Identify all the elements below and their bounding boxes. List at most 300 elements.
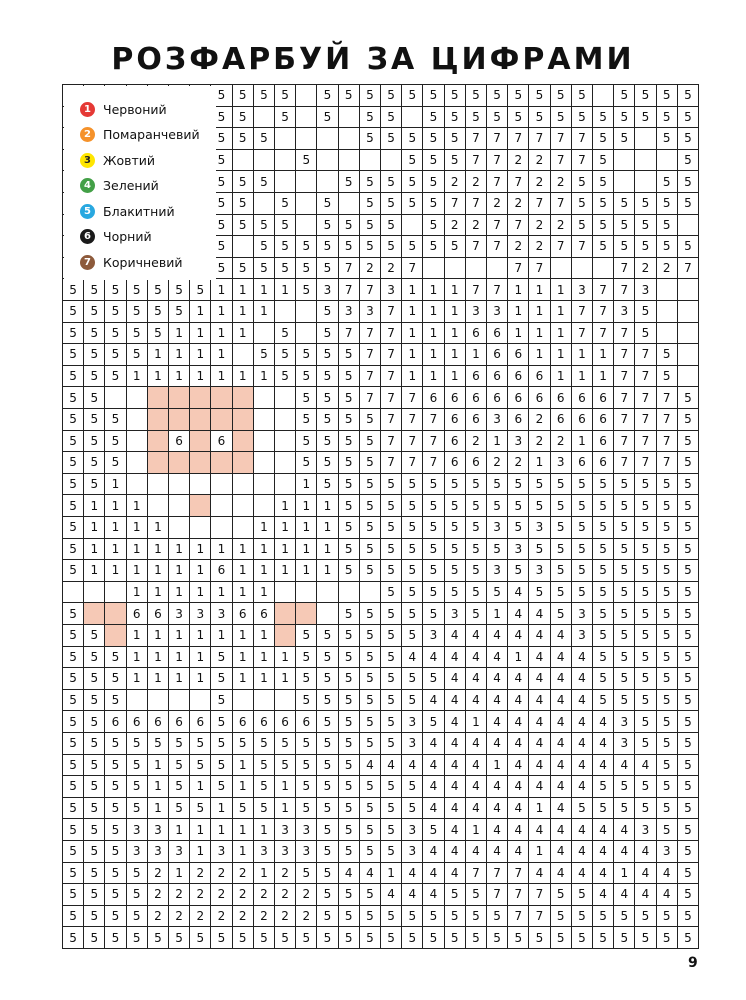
grid-cell[interactable] (127, 409, 148, 431)
grid-cell[interactable] (233, 517, 254, 539)
grid-cell[interactable]: 5 (487, 927, 508, 949)
grid-cell[interactable]: 1 (317, 560, 338, 582)
grid-cell[interactable]: 7 (381, 452, 402, 474)
grid-cell[interactable]: 1 (127, 582, 148, 604)
grid-cell[interactable]: 5 (551, 495, 572, 517)
grid-cell[interactable]: 5 (105, 755, 126, 777)
grid-cell[interactable]: 3 (572, 279, 593, 301)
grid-cell[interactable]: 6 (233, 711, 254, 733)
grid-cell[interactable] (190, 517, 211, 539)
grid-cell[interactable]: 5 (360, 603, 381, 625)
grid-cell[interactable]: 5 (84, 711, 105, 733)
grid-cell[interactable]: 7 (360, 344, 381, 366)
grid-cell[interactable]: 6 (423, 387, 444, 409)
grid-cell[interactable]: 4 (487, 733, 508, 755)
grid-cell[interactable]: 5 (105, 863, 126, 885)
grid-cell[interactable]: 5 (360, 776, 381, 798)
grid-cell[interactable]: 1 (190, 582, 211, 604)
grid-cell[interactable] (339, 582, 360, 604)
grid-cell[interactable]: 4 (487, 776, 508, 798)
grid-cell[interactable]: 5 (339, 474, 360, 496)
grid-cell[interactable]: 2 (233, 884, 254, 906)
grid-cell[interactable]: 7 (402, 409, 423, 431)
grid-cell[interactable]: 5 (381, 927, 402, 949)
grid-cell[interactable]: 7 (635, 344, 656, 366)
grid-cell[interactable]: 7 (572, 236, 593, 258)
grid-cell[interactable]: 5 (445, 150, 466, 172)
grid-cell[interactable]: 6 (466, 366, 487, 388)
grid-cell[interactable]: 5 (62, 474, 84, 496)
grid-cell[interactable]: 1 (105, 517, 126, 539)
grid-cell[interactable]: 5 (657, 171, 678, 193)
grid-cell[interactable]: 4 (445, 841, 466, 863)
grid-cell[interactable]: 5 (678, 150, 699, 172)
grid-cell[interactable]: 1 (148, 582, 169, 604)
grid-cell[interactable]: 5 (317, 863, 338, 885)
grid-cell[interactable]: 3 (487, 409, 508, 431)
grid-cell[interactable]: 5 (635, 906, 656, 928)
grid-cell[interactable]: 5 (551, 560, 572, 582)
grid-cell[interactable]: 5 (593, 150, 614, 172)
grid-cell[interactable]: 3 (529, 560, 550, 582)
grid-cell[interactable]: 5 (360, 733, 381, 755)
grid-cell[interactable]: 3 (508, 539, 529, 561)
grid-cell[interactable]: 5 (529, 84, 550, 107)
grid-cell[interactable] (254, 150, 275, 172)
grid-cell[interactable]: 1 (211, 323, 232, 345)
grid-cell[interactable]: 5 (339, 819, 360, 841)
grid-cell[interactable]: 3 (614, 711, 635, 733)
grid-cell[interactable]: 1 (423, 344, 444, 366)
grid-cell[interactable]: 4 (529, 776, 550, 798)
grid-cell[interactable]: 5 (402, 776, 423, 798)
grid-cell[interactable]: 5 (572, 517, 593, 539)
grid-cell[interactable]: 5 (381, 539, 402, 561)
grid-cell[interactable] (402, 215, 423, 237)
grid-cell[interactable]: 2 (508, 452, 529, 474)
grid-cell[interactable]: 5 (360, 431, 381, 453)
grid-cell[interactable] (275, 474, 296, 496)
grid-cell[interactable]: 3 (296, 819, 317, 841)
grid-cell[interactable] (105, 603, 126, 625)
grid-cell[interactable]: 4 (360, 755, 381, 777)
grid-cell[interactable]: 4 (551, 819, 572, 841)
grid-cell[interactable]: 5 (678, 884, 699, 906)
grid-cell[interactable]: 5 (614, 517, 635, 539)
grid-cell[interactable]: 4 (508, 841, 529, 863)
grid-cell[interactable]: 5 (296, 258, 317, 280)
grid-cell[interactable] (148, 452, 169, 474)
grid-cell[interactable] (678, 344, 699, 366)
grid-cell[interactable]: 5 (466, 884, 487, 906)
grid-cell[interactable]: 6 (211, 431, 232, 453)
grid-cell[interactable]: 7 (551, 236, 572, 258)
grid-cell[interactable]: 5 (275, 215, 296, 237)
grid-cell[interactable] (593, 84, 614, 107)
grid-cell[interactable]: 4 (423, 755, 444, 777)
grid-cell[interactable]: 5 (127, 755, 148, 777)
grid-cell[interactable]: 5 (275, 366, 296, 388)
grid-cell[interactable] (127, 474, 148, 496)
grid-cell[interactable]: 5 (551, 603, 572, 625)
grid-cell[interactable]: 5 (466, 84, 487, 107)
grid-cell[interactable]: 5 (529, 582, 550, 604)
grid-cell[interactable]: 5 (572, 927, 593, 949)
grid-cell[interactable]: 4 (635, 755, 656, 777)
grid-cell[interactable]: 5 (657, 366, 678, 388)
grid-cell[interactable] (169, 474, 190, 496)
grid-cell[interactable]: 7 (593, 301, 614, 323)
grid-cell[interactable]: 1 (529, 344, 550, 366)
grid-cell[interactable]: 4 (551, 647, 572, 669)
grid-cell[interactable]: 5 (105, 366, 126, 388)
grid-cell[interactable]: 5 (62, 387, 84, 409)
grid-cell[interactable]: 5 (445, 236, 466, 258)
grid-cell[interactable] (211, 452, 232, 474)
grid-cell[interactable]: 1 (190, 668, 211, 690)
grid-cell[interactable]: 4 (487, 625, 508, 647)
grid-cell[interactable] (169, 387, 190, 409)
grid-cell[interactable]: 1 (529, 798, 550, 820)
grid-cell[interactable]: 7 (508, 171, 529, 193)
grid-cell[interactable]: 4 (445, 711, 466, 733)
grid-cell[interactable]: 5 (360, 517, 381, 539)
grid-cell[interactable]: 5 (593, 107, 614, 129)
grid-cell[interactable]: 1 (529, 279, 550, 301)
grid-cell[interactable]: 5 (339, 236, 360, 258)
grid-cell[interactable] (678, 301, 699, 323)
grid-cell[interactable]: 4 (572, 819, 593, 841)
grid-cell[interactable]: 4 (487, 668, 508, 690)
grid-cell[interactable]: 7 (381, 366, 402, 388)
grid-cell[interactable]: 1 (275, 495, 296, 517)
grid-cell[interactable]: 5 (657, 668, 678, 690)
grid-cell[interactable]: 1 (233, 776, 254, 798)
grid-cell[interactable]: 1 (190, 560, 211, 582)
grid-cell[interactable]: 5 (657, 236, 678, 258)
grid-cell[interactable]: 3 (572, 603, 593, 625)
grid-cell[interactable]: 5 (317, 323, 338, 345)
grid-cell[interactable] (296, 323, 317, 345)
grid-cell[interactable]: 1 (84, 560, 105, 582)
grid-cell[interactable]: 5 (317, 215, 338, 237)
grid-cell[interactable]: 6 (233, 603, 254, 625)
grid-cell[interactable]: 6 (487, 344, 508, 366)
grid-cell[interactable]: 1 (169, 819, 190, 841)
grid-cell[interactable]: 5 (635, 495, 656, 517)
grid-cell[interactable]: 5 (233, 733, 254, 755)
grid-cell[interactable] (593, 258, 614, 280)
grid-cell[interactable]: 5 (635, 690, 656, 712)
grid-cell[interactable]: 5 (487, 906, 508, 928)
grid-cell[interactable]: 5 (296, 344, 317, 366)
grid-cell[interactable]: 7 (529, 884, 550, 906)
grid-cell[interactable]: 7 (360, 387, 381, 409)
grid-cell[interactable]: 5 (105, 409, 126, 431)
grid-cell[interactable]: 2 (148, 884, 169, 906)
grid-cell[interactable]: 4 (614, 755, 635, 777)
grid-cell[interactable]: 5 (62, 625, 84, 647)
grid-cell[interactable]: 5 (233, 84, 254, 107)
grid-cell[interactable]: 5 (487, 107, 508, 129)
grid-cell[interactable]: 7 (381, 409, 402, 431)
grid-cell[interactable]: 4 (487, 711, 508, 733)
grid-cell[interactable]: 1 (211, 819, 232, 841)
grid-cell[interactable]: 7 (614, 431, 635, 453)
grid-cell[interactable]: 5 (317, 711, 338, 733)
grid-cell[interactable] (296, 301, 317, 323)
grid-cell[interactable]: 1 (127, 647, 148, 669)
grid-cell[interactable]: 5 (466, 582, 487, 604)
grid-cell[interactable]: 5 (381, 560, 402, 582)
grid-cell[interactable]: 1 (254, 517, 275, 539)
grid-cell[interactable]: 5 (127, 301, 148, 323)
grid-cell[interactable]: 7 (529, 193, 550, 215)
grid-cell[interactable]: 5 (105, 344, 126, 366)
grid-cell[interactable]: 5 (296, 927, 317, 949)
grid-cell[interactable]: 5 (614, 128, 635, 150)
grid-cell[interactable]: 1 (445, 301, 466, 323)
grid-cell[interactable]: 5 (635, 625, 656, 647)
grid-cell[interactable]: 5 (84, 863, 105, 885)
grid-cell[interactable]: 7 (657, 387, 678, 409)
grid-cell[interactable]: 4 (445, 755, 466, 777)
grid-cell[interactable]: 7 (678, 258, 699, 280)
grid-cell[interactable]: 5 (360, 409, 381, 431)
grid-cell[interactable]: 5 (614, 603, 635, 625)
grid-cell[interactable]: 4 (508, 733, 529, 755)
grid-cell[interactable]: 7 (572, 128, 593, 150)
grid-cell[interactable] (296, 128, 317, 150)
grid-cell[interactable] (678, 215, 699, 237)
grid-cell[interactable]: 4 (572, 668, 593, 690)
grid-cell[interactable] (339, 193, 360, 215)
grid-cell[interactable]: 5 (402, 171, 423, 193)
grid-cell[interactable]: 5 (190, 927, 211, 949)
grid-cell[interactable]: 7 (614, 258, 635, 280)
grid-cell[interactable]: 1 (445, 344, 466, 366)
grid-cell[interactable]: 1 (84, 539, 105, 561)
grid-cell[interactable]: 4 (635, 884, 656, 906)
grid-cell[interactable] (296, 171, 317, 193)
grid-cell[interactable]: 5 (317, 776, 338, 798)
grid-cell[interactable]: 5 (317, 409, 338, 431)
grid-cell[interactable]: 5 (614, 193, 635, 215)
grid-cell[interactable]: 5 (211, 215, 232, 237)
grid-cell[interactable]: 5 (275, 344, 296, 366)
grid-cell[interactable]: 1 (233, 582, 254, 604)
grid-cell[interactable]: 1 (423, 366, 444, 388)
grid-cell[interactable]: 5 (593, 193, 614, 215)
grid-cell[interactable]: 4 (508, 755, 529, 777)
grid-cell[interactable]: 2 (466, 171, 487, 193)
grid-cell[interactable]: 4 (572, 776, 593, 798)
grid-cell[interactable]: 5 (593, 215, 614, 237)
grid-cell[interactable]: 4 (423, 841, 444, 863)
grid-cell[interactable]: 5 (190, 798, 211, 820)
grid-cell[interactable]: 4 (657, 863, 678, 885)
grid-cell[interactable]: 7 (487, 171, 508, 193)
grid-cell[interactable] (339, 150, 360, 172)
grid-cell[interactable]: 5 (614, 236, 635, 258)
grid-cell[interactable]: 5 (62, 560, 84, 582)
grid-cell[interactable]: 5 (508, 560, 529, 582)
grid-cell[interactable]: 3 (148, 841, 169, 863)
grid-cell[interactable]: 2 (381, 258, 402, 280)
grid-cell[interactable]: 2 (190, 863, 211, 885)
grid-cell[interactable] (190, 452, 211, 474)
grid-cell[interactable]: 5 (360, 474, 381, 496)
grid-cell[interactable]: 3 (296, 841, 317, 863)
grid-cell[interactable]: 5 (127, 798, 148, 820)
grid-cell[interactable]: 4 (508, 582, 529, 604)
grid-cell[interactable]: 1 (169, 539, 190, 561)
grid-cell[interactable]: 1 (423, 279, 444, 301)
grid-cell[interactable]: 7 (466, 279, 487, 301)
grid-cell[interactable]: 5 (317, 107, 338, 129)
grid-cell[interactable]: 5 (635, 582, 656, 604)
grid-cell[interactable]: 5 (551, 84, 572, 107)
grid-cell[interactable]: 5 (466, 539, 487, 561)
grid-cell[interactable]: 2 (508, 150, 529, 172)
grid-cell[interactable] (233, 236, 254, 258)
grid-cell[interactable]: 5 (572, 107, 593, 129)
grid-cell[interactable]: 5 (84, 409, 105, 431)
grid-cell[interactable]: 5 (402, 603, 423, 625)
grid-cell[interactable]: 5 (657, 495, 678, 517)
grid-cell[interactable]: 6 (572, 452, 593, 474)
grid-cell[interactable]: 5 (296, 798, 317, 820)
grid-cell[interactable]: 5 (339, 366, 360, 388)
grid-cell[interactable]: 3 (275, 841, 296, 863)
grid-cell[interactable] (254, 452, 275, 474)
grid-cell[interactable]: 5 (614, 495, 635, 517)
grid-cell[interactable]: 4 (635, 841, 656, 863)
grid-cell[interactable]: 5 (678, 171, 699, 193)
grid-cell[interactable]: 2 (296, 906, 317, 928)
grid-cell[interactable]: 5 (62, 344, 84, 366)
grid-cell[interactable]: 3 (508, 431, 529, 453)
grid-cell[interactable]: 5 (572, 884, 593, 906)
grid-cell[interactable]: 5 (275, 755, 296, 777)
grid-cell[interactable] (275, 387, 296, 409)
grid-cell[interactable] (296, 582, 317, 604)
grid-cell[interactable]: 5 (445, 517, 466, 539)
grid-cell[interactable]: 5 (551, 474, 572, 496)
grid-cell[interactable]: 5 (275, 193, 296, 215)
grid-cell[interactable]: 5 (529, 107, 550, 129)
grid-cell[interactable]: 3 (148, 819, 169, 841)
grid-cell[interactable]: 5 (593, 474, 614, 496)
grid-cell[interactable]: 7 (529, 906, 550, 928)
grid-cell[interactable] (657, 150, 678, 172)
grid-cell[interactable]: 5 (148, 279, 169, 301)
grid-cell[interactable]: 7 (614, 409, 635, 431)
grid-cell[interactable]: 5 (62, 452, 84, 474)
grid-cell[interactable]: 4 (339, 863, 360, 885)
grid-cell[interactable]: 5 (529, 539, 550, 561)
grid-cell[interactable]: 5 (211, 258, 232, 280)
grid-cell[interactable]: 2 (529, 171, 550, 193)
grid-cell[interactable]: 5 (317, 193, 338, 215)
grid-cell[interactable]: 7 (551, 193, 572, 215)
grid-cell[interactable]: 5 (127, 733, 148, 755)
grid-cell[interactable]: 3 (487, 517, 508, 539)
grid-cell[interactable]: 6 (593, 452, 614, 474)
grid-cell[interactable]: 5 (678, 603, 699, 625)
grid-cell[interactable]: 5 (62, 495, 84, 517)
grid-cell[interactable]: 1 (211, 539, 232, 561)
grid-cell[interactable]: 5 (62, 431, 84, 453)
grid-cell[interactable]: 4 (593, 711, 614, 733)
grid-cell[interactable]: 5 (339, 711, 360, 733)
grid-cell[interactable]: 5 (84, 625, 105, 647)
grid-cell[interactable]: 5 (105, 841, 126, 863)
grid-cell[interactable]: 4 (423, 798, 444, 820)
grid-cell[interactable]: 5 (678, 84, 699, 107)
grid-cell[interactable]: 4 (508, 711, 529, 733)
grid-cell[interactable] (233, 150, 254, 172)
grid-cell[interactable]: 1 (296, 517, 317, 539)
grid-cell[interactable]: 5 (635, 603, 656, 625)
grid-cell[interactable]: 5 (339, 539, 360, 561)
grid-cell[interactable]: 2 (190, 884, 211, 906)
grid-cell[interactable]: 4 (593, 841, 614, 863)
grid-cell[interactable]: 3 (466, 301, 487, 323)
grid-cell[interactable]: 1 (211, 798, 232, 820)
grid-cell[interactable]: 5 (296, 863, 317, 885)
grid-cell[interactable]: 7 (614, 279, 635, 301)
grid-cell[interactable] (84, 603, 105, 625)
grid-cell[interactable]: 5 (657, 906, 678, 928)
grid-cell[interactable]: 1 (466, 344, 487, 366)
grid-cell[interactable]: 5 (508, 927, 529, 949)
grid-cell[interactable]: 5 (593, 668, 614, 690)
grid-cell[interactable]: 1 (275, 647, 296, 669)
grid-cell[interactable]: 1 (381, 863, 402, 885)
grid-cell[interactable]: 5 (445, 128, 466, 150)
grid-cell[interactable]: 5 (445, 906, 466, 928)
grid-cell[interactable]: 6 (190, 711, 211, 733)
grid-cell[interactable]: 1 (508, 647, 529, 669)
grid-cell[interactable]: 5 (381, 647, 402, 669)
grid-cell[interactable]: 1 (190, 323, 211, 345)
grid-cell[interactable]: 5 (381, 668, 402, 690)
grid-cell[interactable]: 5 (211, 150, 232, 172)
grid-cell[interactable] (381, 150, 402, 172)
grid-cell[interactable]: 5 (339, 215, 360, 237)
grid-cell[interactable]: 7 (381, 387, 402, 409)
grid-cell[interactable]: 7 (657, 452, 678, 474)
grid-cell[interactable]: 5 (127, 776, 148, 798)
grid-cell[interactable]: 5 (84, 776, 105, 798)
grid-cell[interactable]: 3 (614, 301, 635, 323)
grid-cell[interactable]: 4 (551, 863, 572, 885)
grid-cell[interactable]: 5 (657, 539, 678, 561)
grid-cell[interactable] (296, 193, 317, 215)
grid-cell[interactable]: 5 (508, 495, 529, 517)
grid-cell[interactable]: 5 (317, 84, 338, 107)
grid-cell[interactable]: 6 (551, 387, 572, 409)
grid-cell[interactable]: 5 (657, 776, 678, 798)
grid-cell[interactable]: 7 (339, 258, 360, 280)
grid-cell[interactable]: 1 (233, 819, 254, 841)
grid-cell[interactable]: 5 (233, 927, 254, 949)
grid-cell[interactable]: 5 (360, 927, 381, 949)
grid-cell[interactable] (84, 582, 105, 604)
grid-cell[interactable]: 5 (211, 776, 232, 798)
grid-cell[interactable]: 2 (211, 906, 232, 928)
